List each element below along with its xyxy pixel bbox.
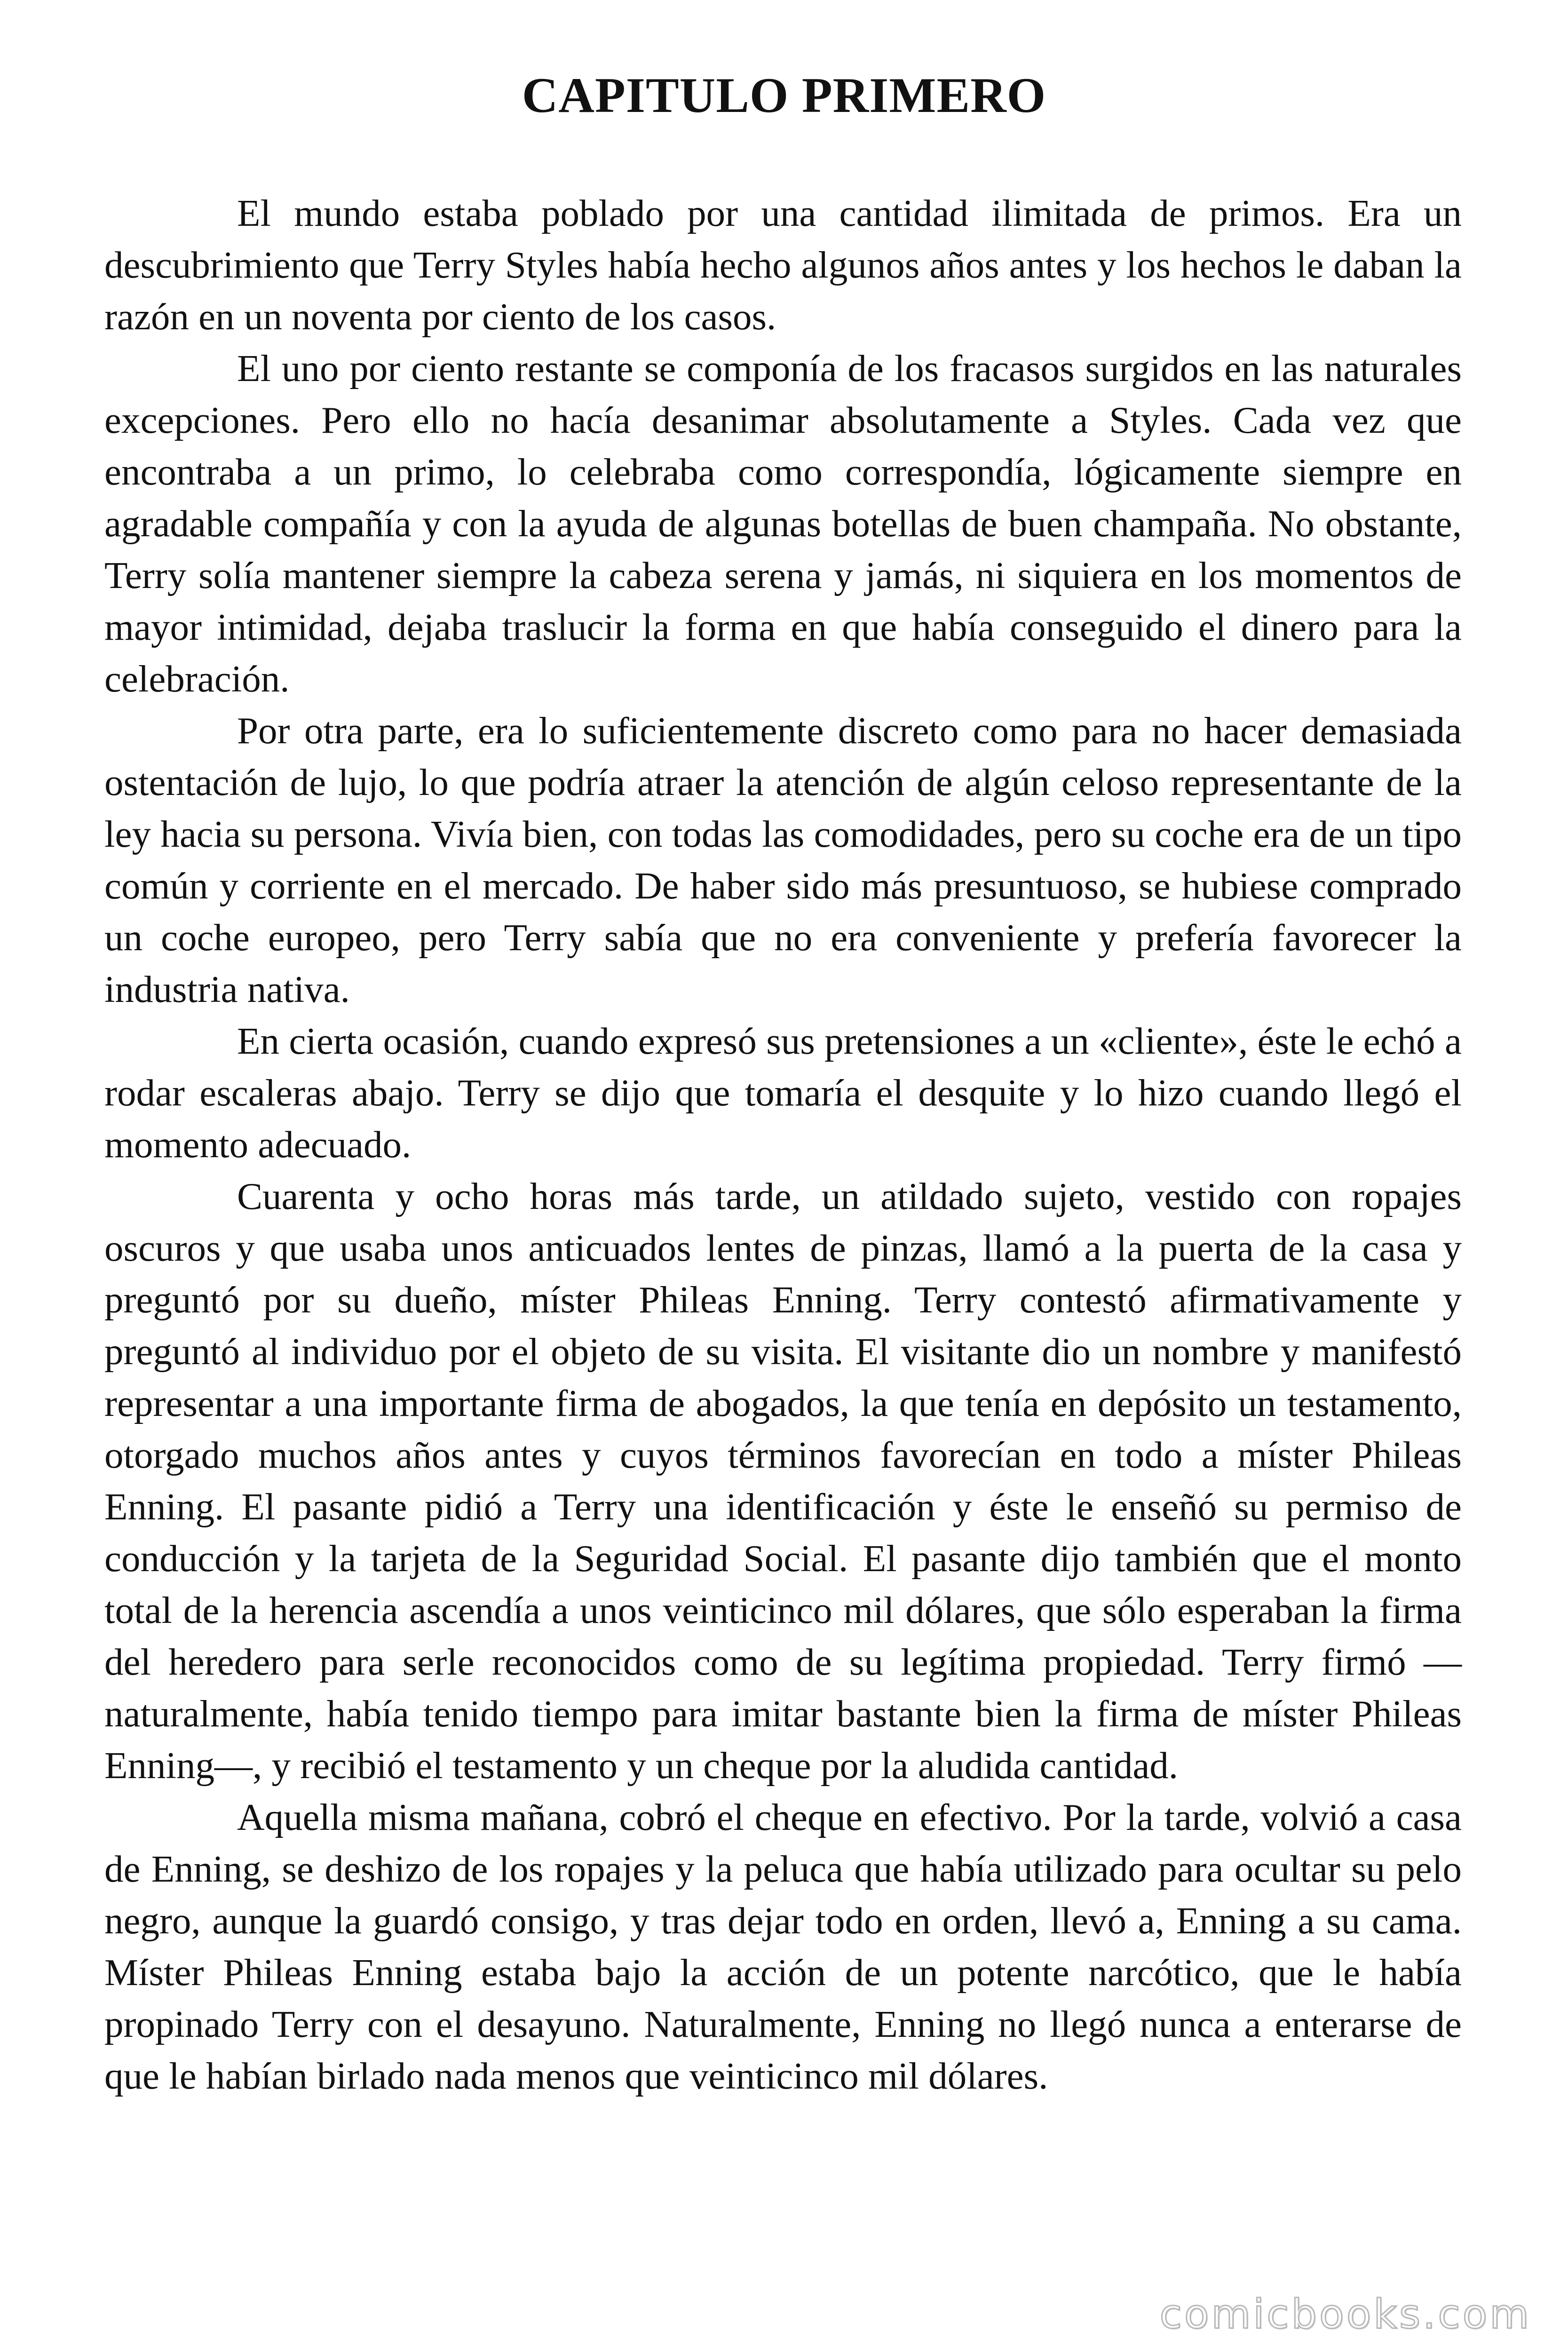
paragraph: Cuarenta y ocho horas más tarde, un atildado sujeto, vestido con ropajes oscuros y que usaba unos anticuados lentes de pinzas, llamó a la puerta de la casa y preguntó por su dueño, míster Phileas Enning. Terry contestó afirmativamente y preguntó al individuo por el objeto de su visita. El visitante dio un nombre y manifestó representar a una importante firma de abogados, la que tenía en depósito un testamento, otorgado muchos años antes y cuyos términos favorecían en todo a míster Phileas Enning. El pasante pidió a Terry una identificación y éste le enseñó su permiso de conducción y la tarjeta de la Seguridad Social. El pasante dijo también que el monto total de la herencia ascendía a unos veinticinco mil dólares, que sólo esperaban la firma del heredero para serle reconocidos como de su legítima propiedad. Terry firmó —naturalmente, había tenido tiempo para imitar bastante bien la firma de míster Phileas Enning—, y recibió el testamento y un cheque por la aludida cantidad. <box>104 1175 1462 1787</box>
paragraph: Por otra parte, era lo suficientemente discreto como para no hacer demasiada ostentación de lujo, lo que podría atraer la atención de algún celoso representante de la ley hacia su persona. Vivía bien, con todas las comodidades, pero su coche era de un tipo común y corriente en el mercado. De haber sido más presuntuoso, se hubiese comprado un coche europeo, pero Terry sabía que no era conveniente y prefería favorecer la industria nativa. <box>104 709 1462 1010</box>
watermark: comicbooks.com <box>1159 2291 1531 2338</box>
paragraph: Aquella misma mañana, cobró el cheque en efectivo. Por la tarde, volvió a casa de Enning, se deshizo de los ropajes y la peluca que había utilizado para ocultar su pelo negro, aunque la guardó consigo, y tras dejar todo en orden, llevó a, Enning a su cama. Míster Phileas Enning estaba bajo la acción de un potente narcótico, que le había propinado Terry con el desayuno. Naturalmente, Enning no llegó nunca a enterarse de que le habían birlado nada menos que veinticinco mil dólares. <box>104 1796 1462 2097</box>
paragraph: En cierta ocasión, cuando expresó sus pretensiones a un «cliente», éste le echó a rodar escaleras abajo. Terry se dijo que tomaría el desquite y lo hizo cuando llegó el momento adecuado. <box>104 1020 1462 1166</box>
paragraph: El mundo estaba poblado por una cantidad ilimitada de primos. Era un descubrimiento que Terry Styles había hecho algunos años antes y los hechos le daban la razón en un noventa por ciento de los casos. <box>104 192 1462 338</box>
paragraph: El uno por ciento restante se componía de los fracasos surgidos en las naturales excepciones. Pero ello no hacía desanimar absolutamente a Styles. Cada vez que encontraba a un primo, lo celebraba como correspondía, lógicamente siempre en agradable compañía y con la ayuda de algunas botellas de buen champaña. No obstante, Terry solía mantener siempre la cabeza serena y jamás, ni siquiera en los momentos de mayor intimidad, dejaba traslucir la forma en que había conseguido el dinero para la celebración. <box>104 347 1462 700</box>
chapter-title: CAPITULO PRIMERO <box>522 68 1046 123</box>
chapter-body <box>104 187 1462 2102</box>
